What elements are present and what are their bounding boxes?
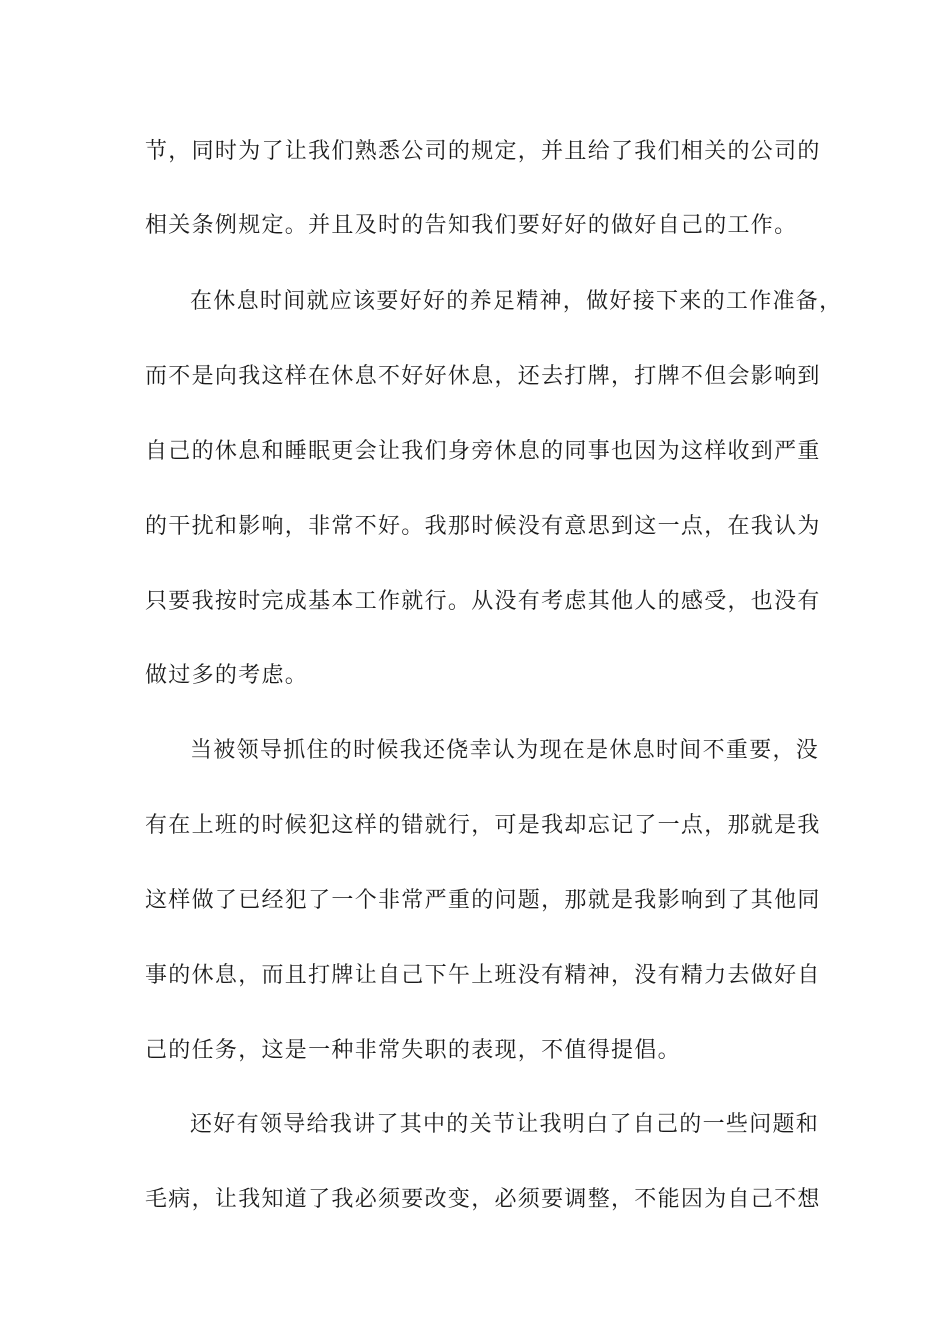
text-line: 的干扰和影响，非常不好。我那时候没有意思到这一点，在我认为 — [145, 514, 821, 539]
text-line: 事的休息，而且打牌让自己下午上班没有精神，没有精力去做好自 — [145, 963, 821, 988]
text-line: 节，同时为了让我们熟悉公司的规定，并且给了我们相关的公司的 — [145, 139, 821, 164]
text-line: 有在上班的时候犯这样的错就行，可是我却忘记了一点，那就是我 — [145, 813, 821, 838]
text-line: 而不是向我这样在休息不好好休息，还去打牌，打牌不但会影响到 — [145, 364, 821, 389]
paragraph-start-line: 当被领导抓住的时候我还侥幸认为现在是休息时间不重要，没 — [190, 738, 820, 763]
text-line: 相关条例规定。并且及时的告知我们要好好的做好自己的工作。 — [145, 213, 798, 238]
text-line: 这样做了已经犯了一个非常严重的问题，那就是我影响到了其他同 — [145, 888, 821, 913]
text-line: 做过多的考虑。 — [145, 663, 309, 688]
text-line: 己的任务，这是一种非常失职的表现，不值得提倡。 — [145, 1038, 681, 1063]
text-line: 自己的休息和睡眠更会让我们身旁休息的同事也因为这样收到严重 — [145, 439, 821, 464]
paragraph-start-line: 在休息时间就应该要好好的养足精神，做好接下来的工作准备， — [190, 289, 843, 314]
text-line: 只要我按时完成基本工作就行。从没有考虑其他人的感受，也没有 — [145, 589, 821, 614]
text-line: 毛病，让我知道了我必须要改变，必须要调整，不能因为自己不想 — [145, 1187, 821, 1212]
paragraph-start-line: 还好有领导给我讲了其中的关节让我明白了自己的一些问题和 — [190, 1112, 820, 1137]
